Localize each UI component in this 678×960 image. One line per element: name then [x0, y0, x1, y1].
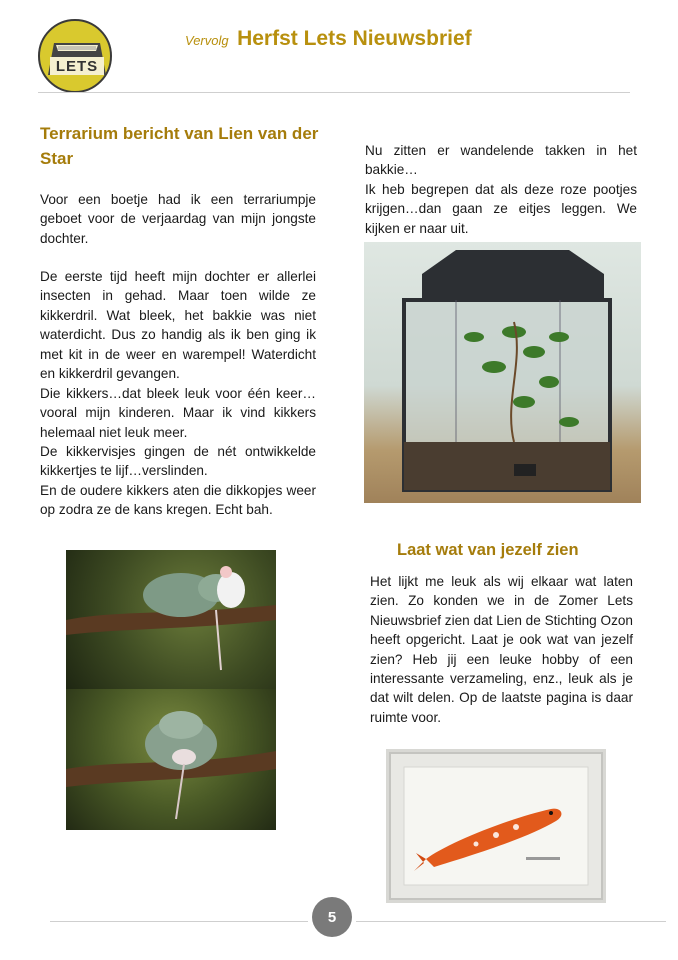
article-title: Terrarium bericht van Lien van der Star [40, 124, 319, 168]
article-paragraph-3: Die kikkers…dat bleek leuk voor één keer…vooral mijn kinderen. Maar ik vind kikkers helemaal niet leuk meer. [40, 386, 316, 440]
section-title: Laat wat van jezelf zien [397, 541, 579, 559]
page-number: 5 [312, 897, 352, 937]
article-paragraph-2: De eerste tijd heeft mijn dochter er allerlei insecten in gehad. Maar toen wilde ze kikkerdril. Wat bleek, het bakkie was niet waterdicht. Dus zo handig als ik ben ging ik met kit in de weer en warempel! Waterdicht en kikkerdril gevangen. [40, 269, 316, 382]
header-title: Herfst Lets Nieuwsbrief [237, 27, 472, 50]
terrarium-photo [364, 242, 641, 503]
header-divider [38, 92, 630, 93]
lets-logo [38, 19, 112, 93]
article-paragraph-5: En de oudere kikkers aten die dikkopjes weer op zodra ze de kans kregen. Echt bah. [40, 483, 316, 518]
logo-text: LETS [55, 58, 99, 75]
frog-mouse-photo-1 [66, 550, 276, 689]
header-prefix: Vervolg [185, 33, 229, 48]
terrarium-paragraph-1: Nu zitten er wandelende takken in het bakkie… [365, 143, 637, 178]
framed-fish-photo [386, 749, 606, 903]
footer-divider-right [356, 921, 666, 922]
newsletter-header [185, 27, 472, 51]
footer-divider-left [50, 921, 308, 922]
terrarium-paragraph-2: Ik heb begrepen dat als deze roze pootjes krijgen…dan gaan ze eitjes leggen. We kijken er naar uit. [365, 182, 637, 236]
section-body: Het lijkt me leuk als wij elkaar wat laten zien. Zo konden we in de Zomer Lets Nieuwsbrief zien dat Lien de Stichting Ozon heeft opgericht. Laat je ook wat van jezelf zien? Heb jij een leuke hobby of een interessante verzameling, enz., leuk als je dat wilt delen. Op de laatste pagina is daar ruimte voor. [370, 574, 633, 725]
frog-mouse-photo-2 [66, 689, 276, 830]
house-icon [40, 21, 112, 93]
article-paragraph-1: Voor een boetje had ik een terrariumpje geboet voor de verjaardag van mijn jongste dochter. [40, 192, 316, 246]
article-paragraph-4: De kikkervisjes gingen de nét ontwikkelde kikkertjes te lijf…verslinden. [40, 444, 316, 479]
